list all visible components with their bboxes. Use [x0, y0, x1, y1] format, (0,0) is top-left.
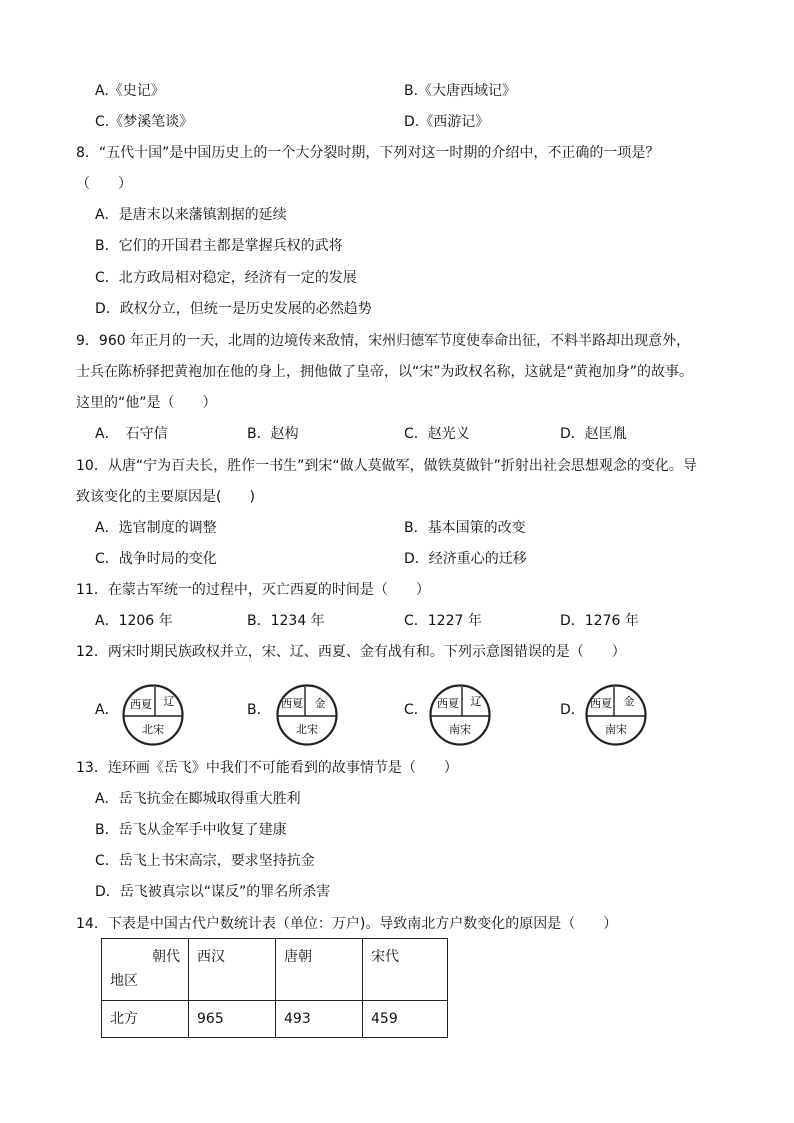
q12-option-b-letter: B． — [247, 702, 271, 718]
q12-stem: 12．两宋时期民族政权并立，宋、辽、西夏、金有战有和。下列示意图错误的是（ ） — [76, 644, 626, 660]
household-table — [101, 938, 448, 1038]
q12-option-c-diagram — [428, 683, 492, 747]
q12-option-b-diagram — [275, 683, 339, 747]
q13-option-d: D．岳飞被真宗以“谋反”的罪名所杀害 — [95, 884, 331, 900]
q7-option-d: D.《西游记》 — [404, 114, 490, 130]
q7-option-a: A.《史记》 — [95, 83, 165, 99]
table-value-cell: 459 — [363, 1001, 448, 1038]
q12-a-bottom: 北宋 — [142, 723, 164, 736]
q8-bracket: （ ） — [76, 176, 132, 192]
q12-d-left: 西夏 — [590, 697, 612, 710]
q12-b-bottom: 北宋 — [296, 723, 318, 736]
q12-a-right: 辽 — [163, 695, 175, 708]
q13-option-a: A．岳飞抗金在郾城取得重大胜利 — [95, 791, 301, 807]
q9-option-b: B．赵构 — [247, 426, 299, 442]
q12-c-bottom: 南宋 — [449, 723, 471, 736]
table-header-cell: 宋代 — [363, 939, 448, 1001]
q8-option-b: B．它们的开国君主都是掌握兵权的武将 — [95, 238, 343, 254]
table-corner-cell — [102, 939, 189, 1001]
q13-option-b: B．岳飞从金军手中收复了建康 — [95, 822, 287, 838]
q10-option-d: D．经济重心的迁移 — [404, 551, 527, 567]
q10-stem-line1: 10．从唐“宁为百夫长，胜作一书生”到宋“做人莫做军，做铁莫做针”折射出社会思想观念的变化。导 — [76, 458, 697, 474]
q12-d-bottom: 南宋 — [605, 723, 627, 736]
q12-option-d-letter: D． — [560, 702, 585, 718]
q10-option-a: A．选官制度的调整 — [95, 520, 217, 536]
q12-option-a-diagram — [121, 683, 185, 747]
q14-stem: 14．下表是中国古代户数统计表（单位：万户)。导致南北方户数变化的原因是（ ） — [76, 916, 618, 932]
table-value-cell: 965 — [189, 1001, 276, 1038]
q9-option-d: D．赵匡胤 — [560, 426, 627, 442]
q10-stem-line2: 致该变化的主要原因是( ) — [76, 489, 255, 505]
q9-stem-line1: 9．960 年正月的一天，北周的边境传来敌情，宋州归德军节度使奉命出征，不料半路却出现意外， — [76, 333, 691, 349]
q12-option-c-letter: C． — [404, 702, 428, 718]
q12-a-left: 西夏 — [130, 698, 152, 711]
q11-option-a: A．1206 年 — [95, 613, 173, 629]
q12-option-d-diagram — [584, 683, 648, 747]
q13-stem: 13．连环画《岳飞》中我们不可能看到的故事情节是（ ） — [76, 760, 458, 776]
q9-option-a: A． 石守信 — [95, 426, 168, 442]
q11-stem: 11．在蒙古军统一的过程中，灭亡西夏的时间是（ ） — [76, 582, 430, 598]
q10-option-c: C．战争时局的变化 — [95, 551, 217, 567]
table-region-cell: 北方 — [102, 1001, 189, 1038]
q11-option-b: B．1234 年 — [247, 613, 325, 629]
q8-option-c: C．北方政局相对稳定，经济有一定的发展 — [95, 270, 357, 286]
table-header-row — [102, 939, 448, 1001]
q12-c-right: 辽 — [470, 695, 482, 708]
q11-option-c: C．1227 年 — [404, 613, 482, 629]
q13-option-c: C．岳飞上书宋高宗，要求坚持抗金 — [95, 853, 315, 869]
q8-option-a: A．是唐末以来藩镇割据的延续 — [95, 207, 287, 223]
q9-option-c: C．赵光义 — [404, 426, 470, 442]
q12-d-right: 金 — [623, 695, 635, 708]
q9-stem-line2: 士兵在陈桥驿把黄袍加在他的身上，拥他做了皇帝，以“宋”为政权名称，这就是“黄袍加身”的故事。 — [76, 364, 694, 380]
q7-option-c: C.《梦溪笔谈》 — [95, 114, 194, 130]
q8-option-d: D．政权分立，但统一是历史发展的必然趋势 — [95, 301, 372, 317]
q8-stem: 8．“五代十国”是中国历史上的一个大分裂时期，下列对这一时期的介绍中，不正确的一项是？ — [76, 145, 660, 161]
table-header-cell: 西汉 — [189, 939, 276, 1001]
q12-b-left: 西夏 — [281, 697, 303, 710]
q7-option-b: B.《大唐西域记》 — [404, 83, 517, 99]
table-row — [102, 1001, 448, 1038]
corner-bottom-label: 地区 — [110, 973, 138, 989]
q12-option-a-letter: A． — [95, 702, 119, 718]
q12-b-right: 金 — [314, 697, 326, 710]
q9-stem-line3: 这里的“他”是（ ） — [76, 395, 217, 411]
table-value-cell: 493 — [276, 1001, 363, 1038]
q12-c-left: 西夏 — [437, 697, 459, 710]
table-header-cell: 唐朝 — [276, 939, 363, 1001]
q10-option-b: B．基本国策的改变 — [404, 520, 526, 536]
q11-option-d: D．1276 年 — [560, 613, 639, 629]
corner-top-label: 朝代 — [152, 949, 180, 965]
